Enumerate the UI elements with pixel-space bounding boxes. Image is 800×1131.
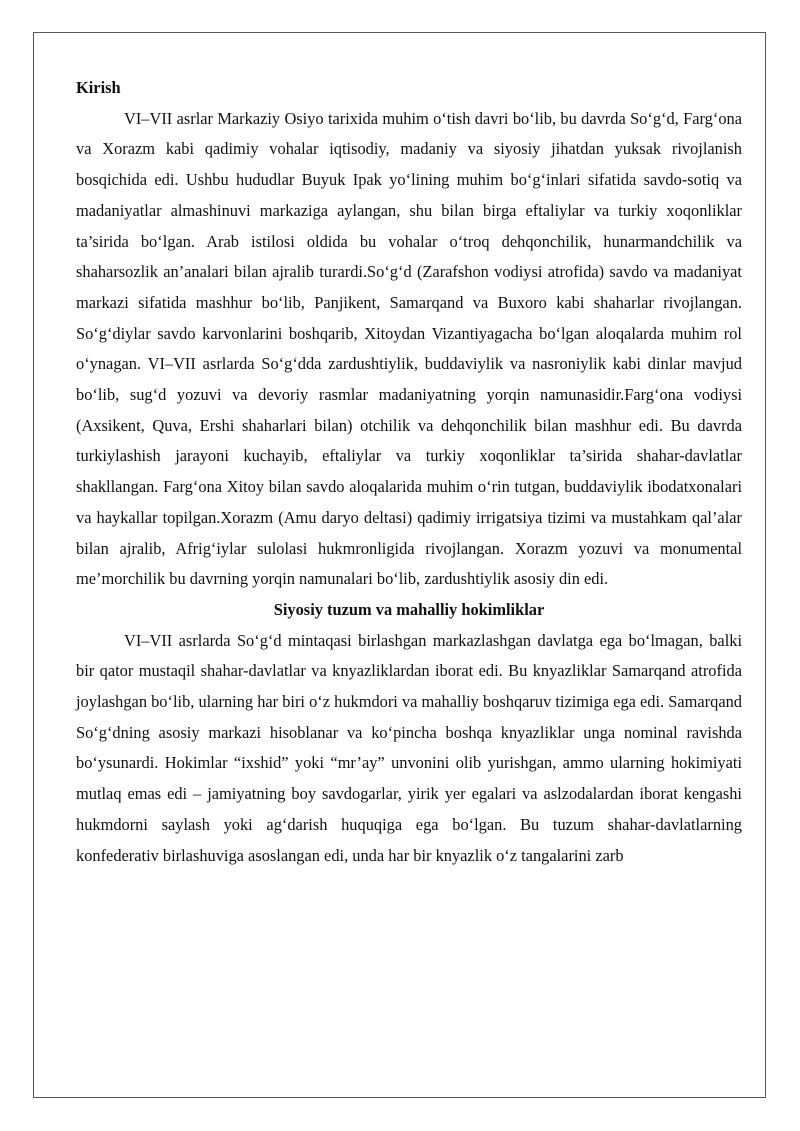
section-paragraph: VI–VII asrlarda So‘g‘d mintaqasi birlashgan markazlashgan davlatga ega bo‘lmagan, balki bir qator mustaqil shahar-davlatlar va knyazliklardan iborat edi. Bu knyazliklar Samarqand atrofida joylashgan bo‘lib, ularning har biri o‘z hukmdori va mahalliy boshqaruv tizimiga ega edi. Samarqand So‘g‘dning asosiy markazi hisoblanar va ko‘pincha boshqa knyazliklar unga nominal ravishda bo‘ysunardi. Hokimlar “ixshid” yoki “mr’ay” unvonini olib yurishgan, ammo ularning hokimiyati mutlaq emas edi – jamiyatning boy savdogarlar, yirik yer egalari va aslzodalardan iborat kengashi hukmdorni saylash yoki ag‘darish huquqiga ega bo‘lgan. Bu tuzum shahar-davlatlarning konfederativ birlashuviga asoslangan edi, unda har bir knyazlik o‘z tangalarini zarb: [76, 630, 742, 865]
document-body: [76, 73, 742, 871]
intro-heading: Kirish: [76, 78, 121, 97]
intro-paragraph: VI–VII asrlar Markaziy Osiyo tarixida muhim o‘tish davri bo‘lib, bu davrda So‘g‘d, Farg‘ona va Xorazm kabi qadimiy vohalar iqtisodiy, madaniy va siyosiy jihatdan yuksak rivojlanish bosqichida edi. Ushbu hududlar Buyuk Ipak yo‘lining muhim bo‘g‘inlari sifatida savdo-sotiq va madaniyatlar almashinuvi markaziga aylangan, shu bilan birga eftaliylar va turkiy xoqonliklar ta’sirida bo‘lgan. Arab istilosi oldida bu vohalar o‘troq dehqonchilik, hunarmandchilik va shaharsozlik an’analari bilan ajralib turardi.So‘g‘d (Zarafshon vodiysi atrofida) savdo va madaniyat markazi sifatida mashhur bo‘lib, Panjikent, Samarqand va Buxoro kabi shaharlar rivojlangan. So‘g‘diylar savdo karvonlarini boshqarib, Xitoydan Vizantiyagacha bo‘lgan aloqalarda muhim rol o‘ynagan. VI–VII asrlarda So‘g‘dda zardushtiylik, buddaviylik va nasroniylik kabi dinlar mavjud bo‘lib, sug‘d yozuvi va devoriy rasmlar madaniyatning yorqin namunasidir.Farg‘ona vodiysi (Axsikent, Quva, Ershi shaharlari bilan) otchilik va dehqonchilik bilan mashhur edi. Bu davrda turkiylashish jarayoni kuchayib, eftaliylar va turkiy xoqonliklar ta’sirida shahar-davlatlar shakllangan. Farg‘ona Xitoy bilan savdo aloqalarida muhim o‘rin tutgan, buddaviylik ibodatxonalari va haykallar topilgan.Xorazm (Amu daryo deltasi) qadimiy irrigatsiya tizimi va mustahkam qal’alar bilan ajralib, Afrig‘iylar sulolasi hukmronligida rivojlangan. Xorazm yozuvi va monumental me’morchilik bu davrning yorqin namunalari bo‘lib, zardushtiylik asosiy din edi.: [76, 108, 742, 589]
section-heading: Siyosiy tuzum va mahalliy hokimliklar: [273, 599, 545, 619]
